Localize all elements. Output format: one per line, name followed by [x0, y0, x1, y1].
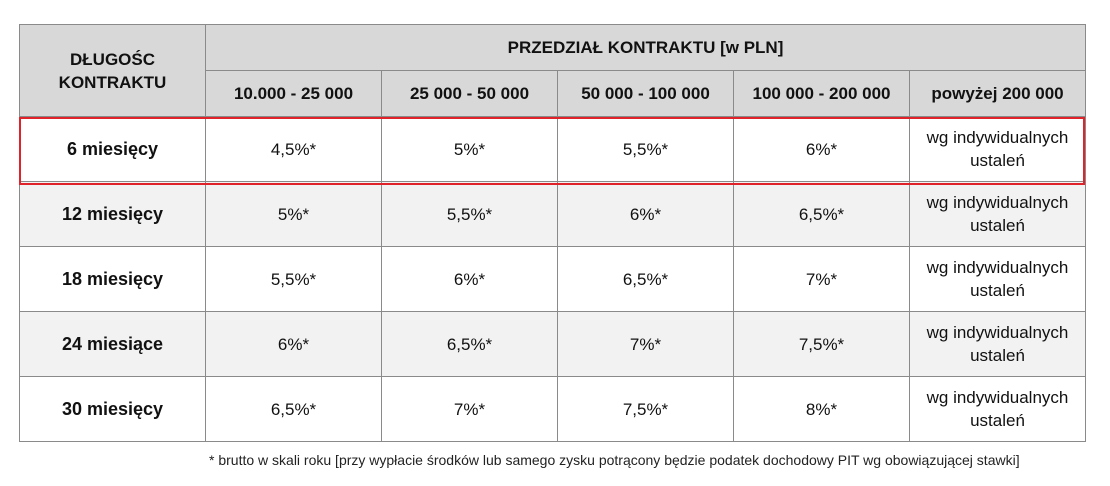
row-label: 30 miesięcy: [20, 377, 206, 442]
rate-cell: 7,5%*: [734, 312, 910, 377]
table-row: [20, 377, 1086, 442]
range-column-header: powyżej 200 000: [910, 71, 1086, 117]
range-column-header: 25 000 - 50 000: [382, 71, 558, 117]
row-label: 12 miesięcy: [20, 182, 206, 247]
rate-cell: 6,5%*: [558, 247, 734, 312]
rate-cell: 5%*: [382, 117, 558, 182]
rate-cell: 6%*: [206, 312, 382, 377]
footnote: * brutto w skali roku [przy wypłacie środków lub samego zysku potrącony będzie podatek dochodowy PIT wg obowiązującej stawki]: [209, 452, 1020, 468]
rate-cell: 7,5%*: [558, 377, 734, 442]
rate-cell: 5,5%*: [382, 182, 558, 247]
rate-cell: 6%*: [734, 117, 910, 182]
rate-cell: 6,5%*: [382, 312, 558, 377]
rate-cell: 4,5%*: [206, 117, 382, 182]
rate-cell: 5,5%*: [206, 247, 382, 312]
row-label: 6 miesięcy: [20, 117, 206, 182]
rate-cell: 7%*: [734, 247, 910, 312]
table-row: [20, 182, 1086, 247]
rate-cell: wg indywidualnych ustaleń: [910, 182, 1086, 247]
rate-cell: 5,5%*: [558, 117, 734, 182]
table-row: [20, 247, 1086, 312]
rate-cell: 8%*: [734, 377, 910, 442]
rate-cell: 6,5%*: [734, 182, 910, 247]
row-label: 24 miesiące: [20, 312, 206, 377]
rate-cell: 6,5%*: [206, 377, 382, 442]
rate-cell: 7%*: [558, 312, 734, 377]
rate-cell: 5%*: [206, 182, 382, 247]
contract-length-header: DŁUGOŚC KONTRAKTU: [20, 25, 206, 117]
rate-cell: wg indywidualnych ustaleń: [910, 377, 1086, 442]
table-row: [20, 117, 1086, 182]
rate-cell: wg indywidualnych ustaleń: [910, 247, 1086, 312]
rate-cell: 7%*: [382, 377, 558, 442]
contract-range-header: PRZEDZIAŁ KONTRAKTU [w PLN]: [206, 25, 1086, 71]
rate-cell: 6%*: [558, 182, 734, 247]
range-column-header: 50 000 - 100 000: [558, 71, 734, 117]
rate-cell: 6%*: [382, 247, 558, 312]
row-label: 18 miesięcy: [20, 247, 206, 312]
table-row: [20, 312, 1086, 377]
rate-cell: wg indywidualnych ustaleń: [910, 312, 1086, 377]
rate-cell: wg indywidualnych ustaleń: [910, 117, 1086, 182]
interest-rate-table: [19, 24, 1086, 442]
range-column-header: 10.000 - 25 000: [206, 71, 382, 117]
range-column-header: 100 000 - 200 000: [734, 71, 910, 117]
